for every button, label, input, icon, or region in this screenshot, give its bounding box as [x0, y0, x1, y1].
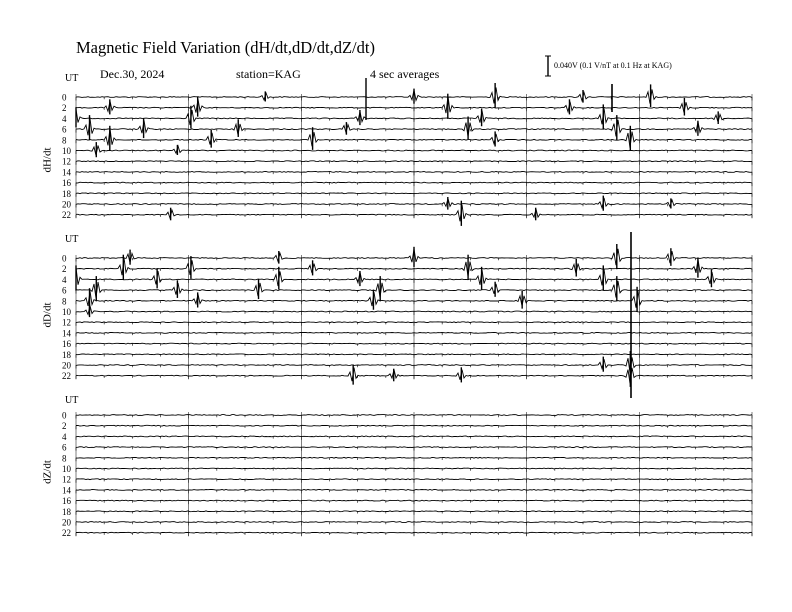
panel-0-row-label: 22	[62, 210, 71, 221]
panel-0-row-label: 12	[62, 156, 71, 167]
scale-bar-label: 0.040V (0.1 V/nT at 0.1 Hz at KAG)	[554, 61, 672, 70]
panel-2-row-label: 22	[62, 528, 71, 539]
date-label: Dec.30, 2024	[100, 67, 165, 81]
panel-1-row-label: 6	[62, 285, 67, 296]
panel-1-row-label: 18	[62, 349, 71, 360]
panel-0-row-label: 0	[62, 92, 67, 103]
panel-dh-ylabel: dH/dt	[41, 147, 54, 173]
panel-1-row-label: 16	[62, 339, 71, 350]
panel-2-row-label: 4	[62, 431, 67, 442]
panel-2-row-label: 16	[62, 496, 71, 507]
panel-0-row-label: 16	[62, 178, 71, 189]
panel-0-row-label: 4	[62, 113, 67, 124]
panel-1-row-label: 22	[62, 371, 71, 382]
panel-1-row-label: 0	[62, 253, 67, 264]
panel-0-row-label: 8	[62, 135, 67, 146]
averaging-label: 4 sec averages	[370, 67, 440, 81]
panel-dh-ut-label: UT	[65, 73, 79, 84]
panel-2-row-label: 14	[62, 485, 71, 496]
panel-1-row-label: 2	[62, 264, 67, 275]
panel-1-row-label: 8	[62, 296, 67, 307]
panel-0-row-label: 6	[62, 124, 67, 135]
panel-0-row-label: 20	[62, 199, 71, 210]
panel-1-row-label: 10	[62, 307, 71, 317]
panel-1-row-label: 4	[62, 274, 67, 285]
panel-0-row-label: 14	[62, 167, 71, 178]
panel-0-row-label: 2	[62, 103, 67, 114]
panel-1-row-label: 20	[62, 360, 71, 371]
station-label: station=KAG	[236, 67, 301, 81]
panel-dd-ut-label: UT	[65, 234, 79, 245]
panel-2-row-label: 8	[62, 453, 67, 464]
panel-2-row-label: 12	[62, 474, 71, 485]
panel-2-row-label: 18	[62, 506, 71, 517]
panel-2-row-label: 0	[62, 410, 67, 421]
panel-2-row-label: 10	[62, 464, 71, 474]
panel-2-row-label: 6	[62, 442, 67, 453]
panel-dd-ylabel: dD/dt	[41, 302, 54, 328]
panel-dz-ut-label: UT	[65, 395, 79, 406]
panel-0-row-label: 10	[62, 146, 71, 156]
panel-0-row-label: 18	[62, 188, 71, 199]
panel-2-row-label: 2	[62, 421, 67, 432]
panel-dz-ylabel: dZ/dt	[41, 460, 54, 484]
panel-1-row-label: 12	[62, 317, 71, 328]
panel-1-row-label: 14	[62, 328, 71, 339]
chart-title: Magnetic Field Variation (dH/dt,dD/dt,dZ/dt)	[76, 38, 375, 57]
panel-2-row-label: 20	[62, 517, 71, 528]
